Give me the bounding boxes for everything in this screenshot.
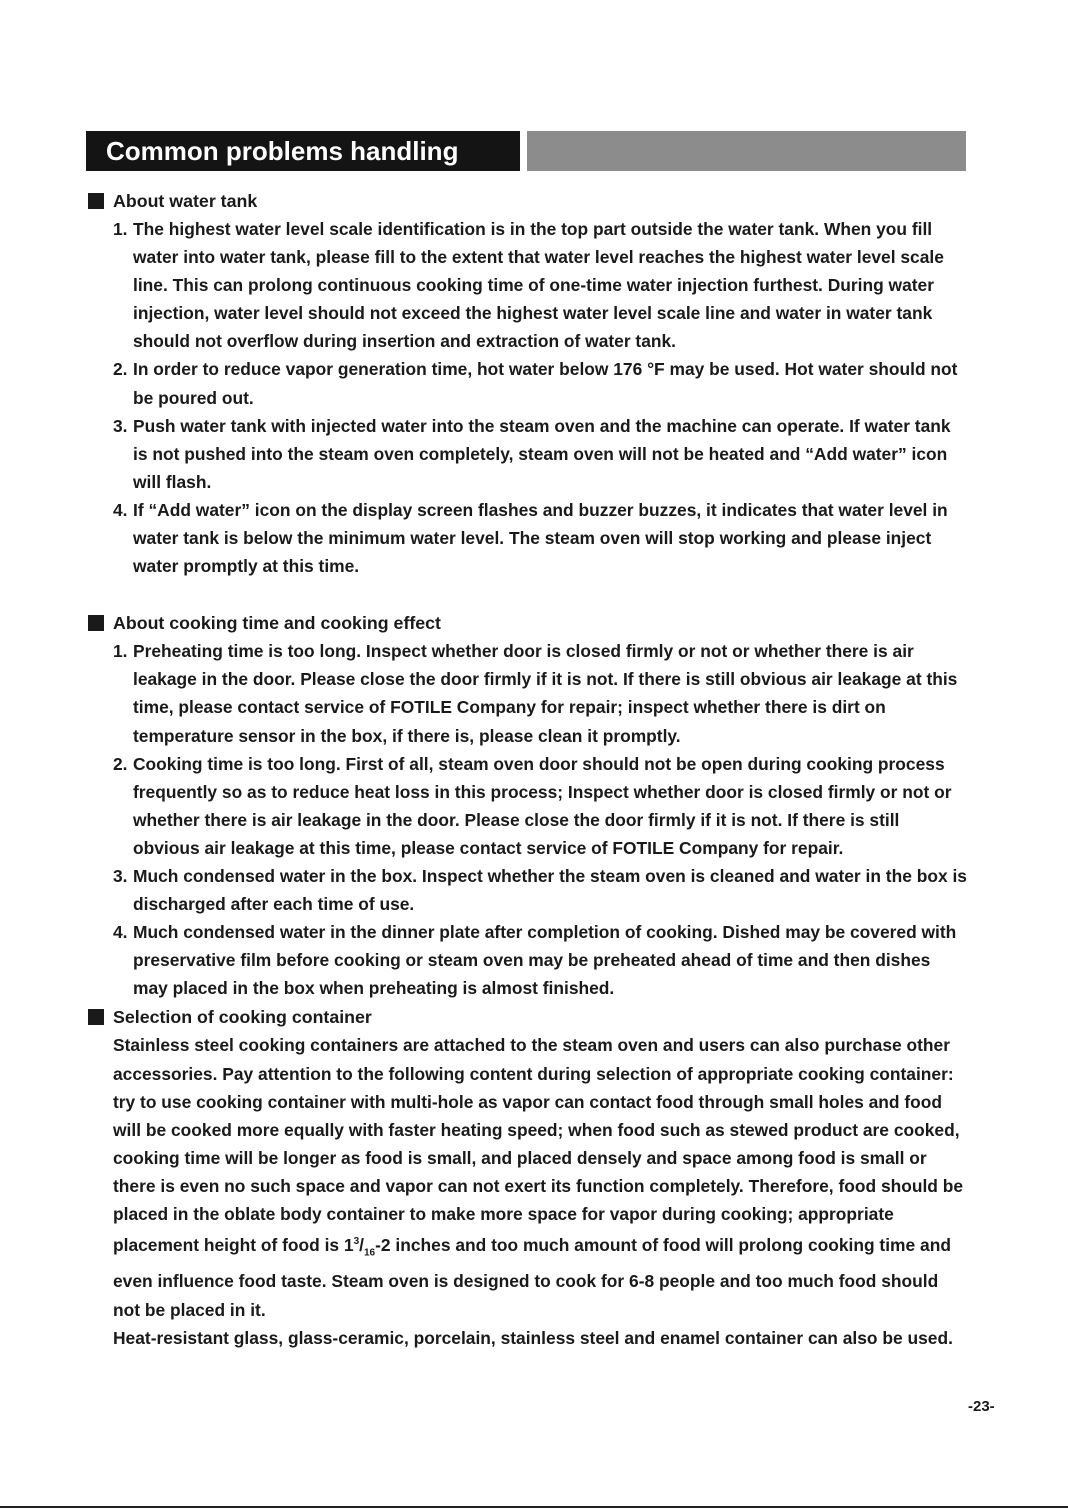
list-item	[88, 412, 968, 496]
page-title: Common problems handling	[86, 131, 520, 171]
section-heading	[88, 1003, 968, 1031]
square-bullet-icon	[88, 193, 104, 209]
item-text: Preheating time is too long. Inspect whether door is closed firmly or not or whether there is air leakage in the door. Please close the door firmly if it is not. If there is still obvious air leakage at this time, please contact service of FOTILE Company for repair; inspect whether there is dirt on temperature sensor in the box, if there is, please clean it promptly.	[133, 641, 958, 746]
list-item	[88, 862, 968, 918]
item-text: Much condensed water in the dinner plate after completion of cooking. Dished may be covered with preservative film before cooking or steam oven may be preheated ahead of time and then dishes may placed in the box when preheating is almost finished.	[133, 922, 957, 999]
section-heading	[88, 187, 968, 215]
item-number: 4.	[113, 499, 128, 520]
item-text: Push water tank with injected water into the steam oven and the machine can operate. If water tank is not pushed into the steam oven completely, steam oven will not be heated and “Add water” icon will flash.	[133, 415, 951, 492]
main-content	[88, 187, 968, 1352]
item-text: The highest water level scale identification is in the top part outside the water tank. When you fill water into water tank, please fill to the extent that water level reaches the highest water level scale line. This can prolong continuous cooking time of one-time water injection furthest. During water injection, water level should not exceed the highest water level scale line and water in water tank should not overflow during insertion and extraction of water tank.	[133, 219, 944, 352]
bottom-rule	[0, 1506, 1068, 1508]
list-item	[88, 215, 968, 355]
item-number: 4.	[113, 922, 128, 943]
page-number: -23-	[968, 1398, 995, 1415]
item-number: 1.	[113, 219, 128, 239]
item-text: In order to reduce vapor generation time, hot water below 176 °F may be used. Hot water should not be poured out.	[133, 359, 958, 408]
section-heading-text: About water tank	[113, 190, 258, 211]
section-cooking-container	[88, 1003, 968, 1351]
container-materials-paragraph: Heat-resistant glass, glass-ceramic, porcelain, stainless steel and enamel container can also be used.	[113, 1327, 953, 1348]
section-header-bar	[86, 131, 966, 171]
item-text: Cooking time is too long. First of all, steam oven door should not be open during cooking process frequently so as to reduce heat loss in this process; Inspect whether door is closed firmly or not or whether there is air leakage in the door. Please close the door firmly if it is not. If there is still obvious air leakage at this time, please contact service of FOTILE Company for repair.	[133, 753, 952, 858]
container-paragraph: Stainless steel cooking containers are attached to the steam oven and users can also purchase other accessories. Pay attention to the following content during selection of appropriate cooking container: try to use cooking container with multi-hole as vapor can contact food through small holes and food will be cooked more equally with faster heating speed; when food such as stewed product are cooked, cooking time will be longer as food is small, and placed densely and space among food is small or there is even no such space and vapor can not exert its function completely. Therefore, food should be placed in the oblate body container to make more space for vapor during cooking; appropriate placement height of food is $1^3/_{16}-2$ inches and too much amount of food will prolong cooking time and even influence food taste. Steam oven is designed to cook for 6-8 people and too much food should not be placed in it.	[113, 1035, 964, 1320]
section-cooking-time	[88, 609, 968, 1002]
item-text: If “Add water” icon on the display screen flashes and buzzer buzzes, it indicates that water level in water tank is below the minimum water level. The steam oven will stop working and please inject water promptly at this time.	[133, 499, 948, 577]
fraction-denominator: 16	[364, 1247, 376, 1259]
list-item	[88, 637, 968, 749]
item-number: 3.	[113, 415, 128, 436]
item-number: 2.	[113, 359, 128, 380]
list-item	[88, 918, 968, 1002]
item-number: 2.	[113, 753, 128, 774]
list-item	[88, 750, 968, 862]
section-heading	[88, 609, 968, 637]
list-item	[88, 496, 968, 580]
square-bullet-icon	[88, 1009, 104, 1025]
paragraph-text: Stainless steel cooking containers are attached to the steam oven and users can also purchase other accessories. Pay attention to the following content during selection of appropriate cooking container: try to use cooking container with multi-hole as vapor can contact food through small holes and food will be cooked more equally with faster heating speed; when food such as stewed product are cooked, cooking time will be longer as food is small, and placed densely and space among food is small or there is even no such space and vapor can not exert its function completely. Therefore, food should be placed in the oblate body container to make more space for vapor during cooking; appropriate placement height of food is 1	[113, 1035, 964, 1255]
item-text: Much condensed water in the box. Inspect whether the steam oven is cleaned and water in the box is discharged after each time of use.	[133, 865, 967, 915]
section-heading-text: About cooking time and cooking effect	[113, 613, 441, 634]
numbered-list	[88, 637, 968, 1002]
item-number: 3.	[113, 865, 128, 886]
square-bullet-icon	[88, 615, 104, 631]
numbered-list	[88, 215, 968, 580]
item-number: 1.	[113, 641, 128, 662]
section-heading-text: Selection of cooking container	[113, 1007, 372, 1028]
list-item	[88, 355, 968, 411]
header-gray-band	[527, 131, 966, 171]
paragraph-text: -2 inches and too much amount of food will prolong cooking time and even influence food taste. Steam oven is designed to cook for 6-8 people and too much food should not be placed in it.	[113, 1234, 951, 1320]
section-water-tank	[88, 187, 968, 580]
fraction-numerator: 3	[353, 1236, 360, 1248]
header-divider	[520, 131, 527, 171]
